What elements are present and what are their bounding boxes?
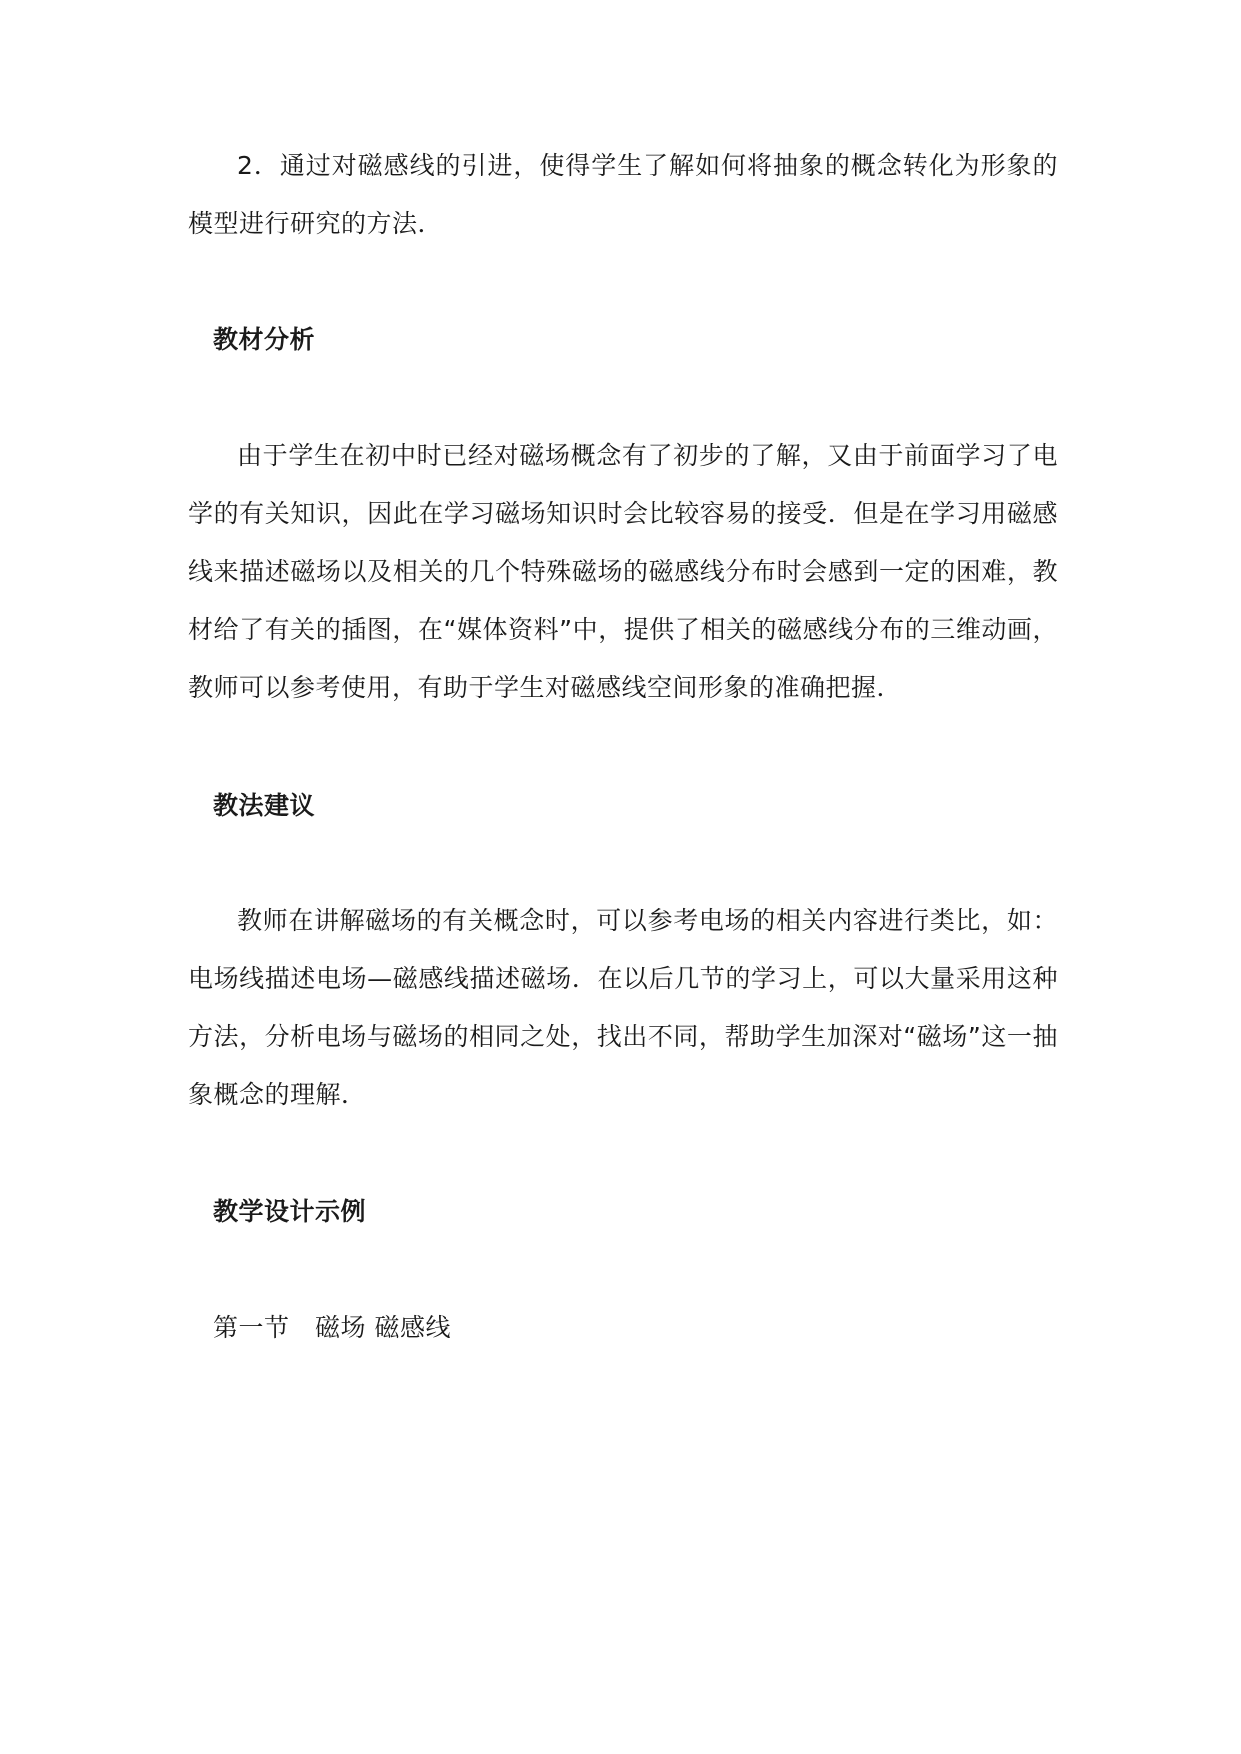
heading-teaching-suggestions: 教法建议 [213, 791, 316, 820]
heading-textbook-analysis: 教材分析 [213, 325, 316, 354]
paragraph-objective-2: 2．通过对磁感线的引进，使得学生了解如何将抽象的概念转化为形象的模型进行研究的方法． [188, 151, 1058, 238]
section-title: 第一节 磁场 磁感线 [213, 1313, 451, 1342]
heading-teaching-design-example: 教学设计示例 [213, 1197, 367, 1226]
paragraph-teaching-suggestions: 教师在讲解磁场的有关概念时，可以参考电场的相关内容进行类比，如：电场线描述电场—磁感线描述磁场．在以后几节的学习上，可以大量采用这种方法，分析电场与磁场的相同之处，找出不同，帮助学生加深对“磁场”这一抽象概念的理解． [188, 906, 1058, 1109]
paragraph-textbook-analysis: 由于学生在初中时已经对磁场概念有了初步的了解，又由于前面学习了电学的有关知识，因此在学习磁场知识时会比较容易的接受．但是在学习用磁感线来描述磁场以及相关的几个特殊磁场的磁感线分布时会感到一定的困难，教材给了有关的插图，在“媒体资料”中，提供了相关的磁感线分布的三维动画，教师可以参考使用，有助于学生对磁感线空间形象的准确把握． [188, 441, 1058, 702]
